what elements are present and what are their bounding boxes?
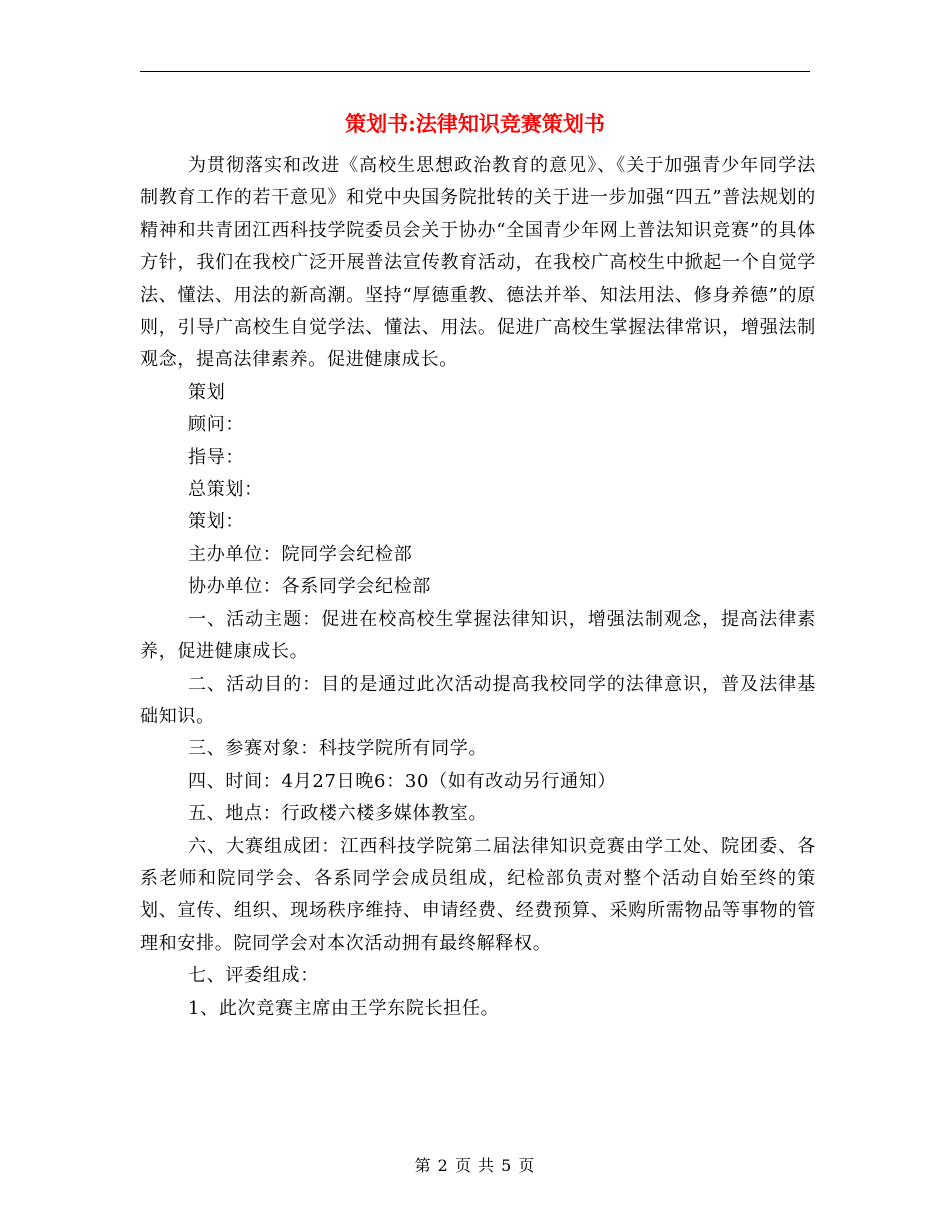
chief-planner-line: 总策划： [188,479,263,501]
document-body [140,150,816,1025]
section-organizing-team: 六、大赛组成团：江西科技学院第二届法律知识竞赛由学工处、院团委、各系老师和院同学会、各系同学会成员组成，纪检部负责对整个活动自始至终的策划、宣传、组织、现场秩序维持、申请经费、经费预算、采购所需物品等事物的管理和安排。院同学会对本次活动拥有最终解释权。 [140,835,816,954]
advisor-line: 顾问： [188,414,245,436]
section-judges: 七、评委组成： [188,965,319,987]
section-location: 五、地点：行政楼六楼多媒体教室。 [188,803,488,825]
page-number: 第 2 页 共 5 页 [414,1156,536,1175]
intro-paragraph: 为贯彻落实和改进《高校生思想政治教育的意见》、《关于加强青少年同学法制教育工作的若干意见》和党中央国务院批转的关于进一步加强“四五”普法规划的精神和共青团江西科技学院委员会关于协办“全国青少年网上普法知识竞赛”的具体方针，我们在我校广泛开展普法宣传教育活动，在我校广高校生中掀起一个自觉学法、懂法、用法的新高潮。坚持“厚德重教、德法并举、知法用法、修身养德”的原则，引导广高校生自觉学法、懂法、用法。促进广高校生掌握法律常识，增强法制观念，提高法律素养。促进健康成长。 [140,155,816,371]
planner-line: 策划： [188,511,245,533]
planning-heading: 策划 [188,381,226,403]
guidance-line: 指导： [188,446,245,468]
co-organizer-line: 协办单位：各系同学会纪检部 [188,576,432,598]
section-purpose: 二、活动目的：目的是通过此次活动提高我校同学的法律意识，普及法律基础知识。 [140,673,816,727]
organizer-line: 主办单位：院同学会纪检部 [188,543,413,565]
judges-item-1: 1、此次竞赛主席由王学东院长担任。 [188,997,500,1019]
section-participants: 三、参赛对象：科技学院所有同学。 [188,738,488,760]
document-title: 策划书:法律知识竞赛策划书 [345,111,605,136]
section-theme: 一、活动主题：促进在校高校生掌握法律知识，增强法制观念，提高法律素养，促进健康成长。 [140,608,816,663]
header-rule [140,71,810,72]
section-time: 四、时间：4月27日晚6：30（如有改动另行通知） [188,770,617,792]
